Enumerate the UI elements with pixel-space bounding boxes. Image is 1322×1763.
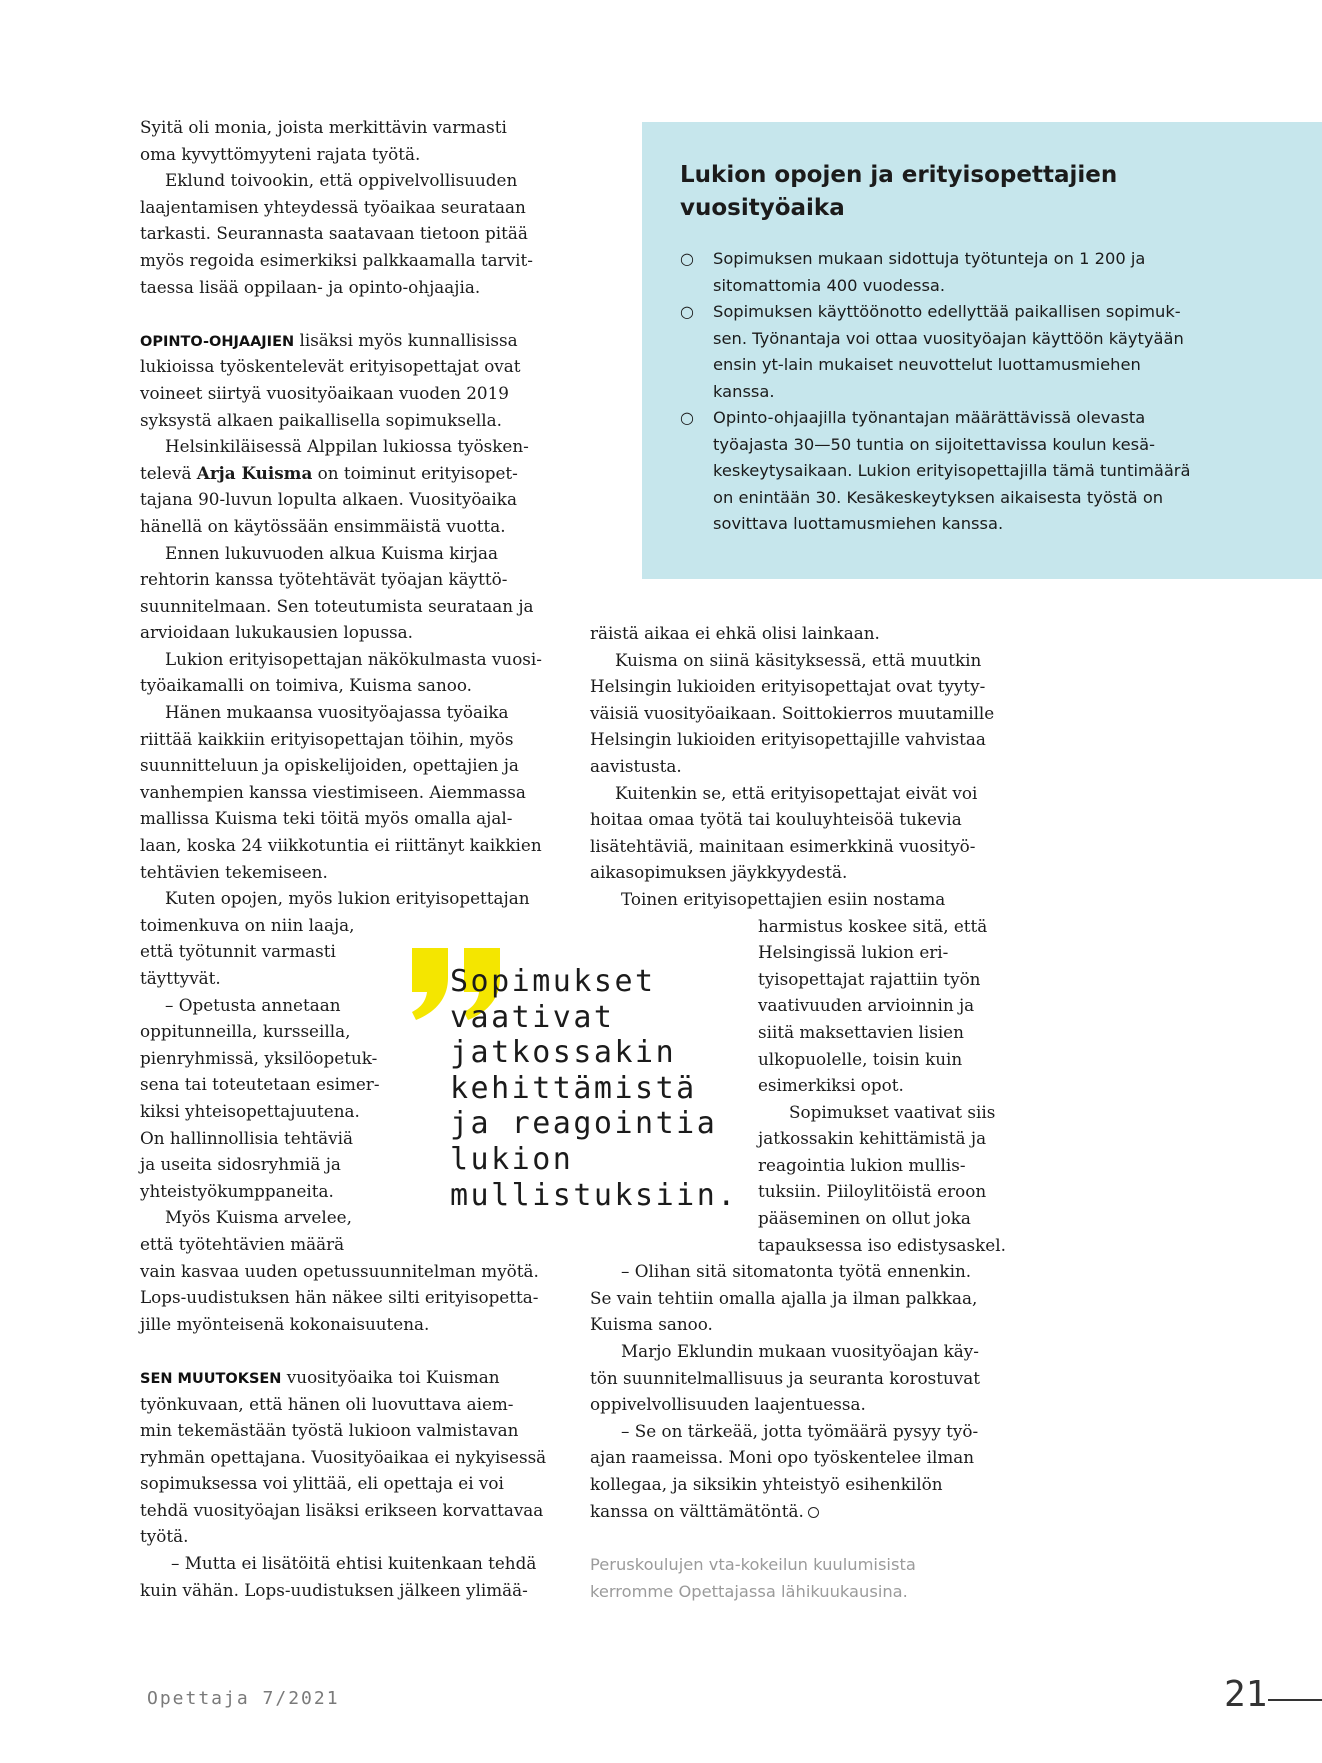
article-line: oma kyvyttömyyteni rajata työtä. (140, 143, 421, 164)
article-line: siitä maksettavien lisien (758, 1021, 964, 1042)
article-line: laan, koska 24 viikkotuntia ei riittänyt kaikkien (140, 835, 542, 856)
page-number: 21 (1224, 1674, 1268, 1715)
article-line: toimenkuva on niin laaja, (140, 914, 355, 935)
article-line: vaativuuden arvioinnin ja (758, 995, 975, 1016)
info-box-title: Lukion opojen ja erityisopettajien vuosityöaika (680, 162, 1118, 221)
article-line: Syitä oli monia, joista merkittävin varmasti (140, 117, 507, 137)
article-line: Se vain tehtiin omalla ajalla ja ilman palkkaa, (590, 1287, 978, 1308)
page-number-rule (1268, 1699, 1322, 1701)
article-line: jatkossakin kehittämistä ja (758, 1128, 987, 1149)
article-line: Helsinkiläisessä Alppilan lukiossa työsken- (165, 436, 529, 457)
section-lead: OPINTO-OHJAAJIEN (140, 333, 295, 350)
article-line: työnkuvaan, että hänen oli luovuttava aiem- (140, 1393, 514, 1414)
article-line: mallissa Kuisma teki töitä myös omalla ajal- (140, 808, 513, 829)
article-line: vain kasvaa uuden opetussuunnitelman myötä. (140, 1260, 539, 1281)
article-line: hoitaa omaa työtä tai kouluyhteisöä tukevia (590, 809, 962, 830)
article-line: Toinen erityisopettajien esiin nostama (621, 888, 946, 909)
circle-bullet-icon: ○ (680, 249, 694, 268)
article-line: pienryhmissä, yksilöopetuk- (140, 1047, 378, 1068)
article-line: Kuisma on siinä käsityksessä, että muutkin (615, 649, 982, 670)
article-line: tehtävien tekemiseen. (140, 861, 328, 882)
article-line: Lukion erityisopettajan näkökulmasta vuosi- (165, 648, 542, 669)
article-line: Kuitenkin se, että erityisopettajat eivät voi (615, 782, 978, 803)
circle-bullet-icon: ○ (680, 408, 694, 427)
article-line: esimerkiksi opot. (758, 1075, 904, 1096)
article-line: suunnitelmaan. Sen toteutumista seurataan ja (140, 595, 534, 616)
circle-bullet-icon: ○ (680, 302, 694, 321)
article-line: reagointia lukion mullis- (758, 1154, 966, 1175)
article-line: yhteistyökumppaneita. (140, 1180, 334, 1201)
article-line: lisätehtäviä, mainitaan esimerkkinä vuosityö- (590, 835, 976, 856)
pull-quote: Sopimukset vaativat jatkossakin kehittämistä ja reagointia lukion mullistuksiin. (450, 964, 738, 1213)
article-line: tapauksessa iso edistysaskel. (758, 1234, 1006, 1255)
info-box-item: ○ Sopimuksen käyttöönotto edellyttää paikallisen sopimuk- sen. Työnantaja voi ottaa vuosityöajan käyttöön käytyään ensin yt-lain mukaiset neuvottelut luottamusmiehen kanssa. (680, 299, 1190, 405)
article-line: – Opetusta annetaan (165, 994, 341, 1015)
article-line: sena tai toteutetaan esimer- (140, 1074, 380, 1095)
article-line: kollegaa, ja siksikin yhteistyö esihenkilön (590, 1474, 943, 1494)
article-line: Myös Kuisma arvelee, (165, 1207, 352, 1228)
magazine-issue: Opettaja 7/2021 (147, 1688, 340, 1709)
article-line: kuin vähän. Lops-uudistuksen jälkeen ylimää- (140, 1579, 528, 1600)
article-line: työaikamalli on toimiva, Kuisma sanoo. (140, 675, 472, 696)
article-line: syksystä alkaen paikallisella sopimuksella. (140, 409, 503, 430)
article-line: kanssa on välttämätöntä. (590, 1498, 1006, 1525)
article-line: taessa lisää oppilaan- ja opinto-ohjaajia. (140, 276, 481, 297)
person-name: Arja Kuisma (196, 462, 313, 483)
end-mark-icon (808, 1507, 819, 1518)
article-line: täyttyvät. (140, 968, 221, 988)
article-line: laajentamisen yhteydessä työaikaa seurataan (140, 196, 526, 217)
article-line: – Olihan sitä sitomatonta työtä ennenkin. (621, 1261, 972, 1282)
article-line: Kuisma sanoo. (590, 1314, 713, 1335)
article-line: voineet siirtyä vuosityöaikaan vuoden 2019 (140, 382, 509, 403)
article-line: lukioissa työskentelevät erityisopettajat ovat (140, 356, 521, 377)
article-line: ajan raameissa. Moni opo työskentelee ilman (590, 1447, 975, 1468)
article-line: Sopimukset vaativat siis (789, 1101, 996, 1122)
article-line: myös regoida esimerkiksi palkkaamalla tarvit- (140, 249, 533, 270)
article-line: Lops-uudistuksen hän näkee silti erityisopetta- (140, 1287, 539, 1308)
article-line: työtä. (140, 1526, 189, 1547)
article-line: aikasopimuksen jäykkyydestä. (590, 862, 848, 883)
article-line: suunnitteluun ja opiskelijoiden, opettajien ja (140, 755, 519, 776)
article-line: aavistusta. (590, 755, 682, 776)
section-lead: SEN MUUTOKSEN (140, 1370, 282, 1387)
article-line: Helsingin lukioiden erityisopettajille vahvistaa (590, 729, 986, 750)
article-line: oppitunneilla, kursseilla, (140, 1021, 351, 1042)
article-line: Hänen mukaansa vuosityöajassa työaika (165, 702, 509, 723)
article-line: OPINTO-OHJAAJIEN lisäksi myös kunnallisissa (140, 329, 518, 350)
article-line: kiksi yhteisopettajuutena. (140, 1100, 360, 1121)
article-line: arvioidaan lukukausien lopussa. (140, 622, 414, 643)
article-line: tyisopettajat rajattiin työn (758, 968, 981, 989)
article-line: min tekemästään työstä lukioon valmistavan (140, 1420, 519, 1441)
article-line: Kuten opojen, myös lukion erityisopettajan (165, 888, 530, 909)
article-line: tuksiin. Piiloylitöistä eroon (758, 1181, 987, 1202)
article-line: SEN MUUTOKSEN vuosityöaika toi Kuisman (140, 1366, 500, 1387)
article-line: tajana 90-luvun lopulta alkaen. Vuosityöaika (140, 489, 517, 510)
article-line: riittää kaikkiin erityisopettajan töihin, myös (140, 728, 514, 749)
article-line: sopimuksessa voi ylittää, eli opettaja ei voi (140, 1473, 504, 1494)
article-line: vanhempien kanssa viestimiseen. Aiemmassa (140, 781, 526, 802)
article-line: – Se on tärkeää, jotta työmäärä pysyy työ- (621, 1420, 979, 1441)
article-left-column (140, 114, 546, 1603)
article-line: jille myönteisenä kokonaisuutena. (140, 1313, 430, 1334)
article-line: tarkasti. Seurannasta saatavaan tietoon pitää (140, 223, 528, 244)
article-line: tön suunnitelmallisuus ja seuranta korostuvat (590, 1367, 981, 1388)
info-box-item: ○ Sopimuksen mukaan sidottuja työtunteja on 1 200 ja sitomattomia 400 vuodessa. (680, 246, 1190, 299)
article-line: pääseminen on ollut joka (758, 1208, 971, 1229)
article-line: räistä aikaa ei ehkä olisi lainkaan. (590, 623, 880, 643)
article-line: Ennen lukuvuoden alkua Kuisma kirjaa (165, 542, 498, 563)
article-line: väisiä vuosityöaikaan. Soittokierros muutamille (590, 702, 995, 723)
footnote: Peruskoulujen vta-kokeilun kuulumisista kerromme Opettajassa lähikuukausina. (590, 1555, 916, 1601)
article-line: Eklund toivookin, että oppivelvollisuuden (165, 170, 518, 191)
article-line: Helsingin lukioiden erityisopettajat ovat tyyty- (590, 676, 986, 697)
article-line: Marjo Eklundin mukaan vuosityöajan käy- (621, 1341, 979, 1362)
article-line: että työtehtävien määrä (140, 1233, 345, 1254)
article-line: hänellä on käytössään ensimmäistä vuotta. (140, 515, 506, 536)
article-line: Helsingissä lukion eri- (758, 942, 949, 963)
info-box-list (680, 246, 1190, 538)
article-line: oppivelvollisuuden laajentuessa. (590, 1394, 866, 1415)
article-line: ulkopuolelle, toisin kuin (758, 1048, 963, 1069)
article-line: televä Arja Kuisma on toiminut erityisopet- (140, 462, 518, 483)
article-line: harmistus koskee sitä, että (758, 915, 988, 936)
article-line: tehdä vuosityöajan lisäksi erikseen korvattavaa (140, 1499, 544, 1520)
article-line: On hallinnollisia tehtäviä (140, 1127, 354, 1148)
info-box-item: ○ Opinto-ohjaajilla työnantajan määrättävissä olevasta työajasta 30—50 tuntia on sijoitettavissa koulun kesä- keskeytysaikaan. Lukion erityisopettajilla tämä tuntimäärä on enintään 30. Kesäkeskeytyksen aikaisesta työstä on sovittava luottamusmiehen kanssa. (680, 405, 1190, 538)
article-line: – Mutta ei lisätöitä ehtisi kuitenkaan tehdä (171, 1553, 537, 1574)
article-line: että työtunnit varmasti (140, 941, 336, 962)
article-line: ryhmän opettajana. Vuosityöaikaa ei nykyisessä (140, 1446, 547, 1467)
article-line: ja useita sidosryhmiä ja (140, 1154, 341, 1175)
article-line: rehtorin kanssa työtehtävät työajan käyttö- (140, 569, 508, 590)
